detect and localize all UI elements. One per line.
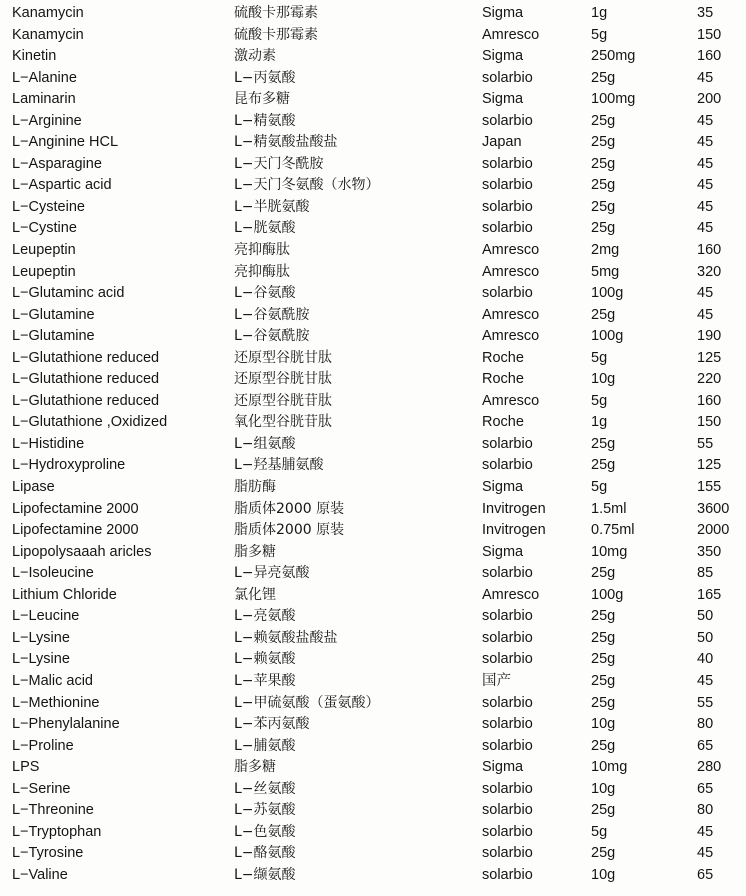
package-size-cell: 25g bbox=[591, 220, 616, 237]
chinese-name-cell: 还原型谷胱甘肽 bbox=[234, 349, 332, 366]
price-cell: 45 bbox=[697, 220, 714, 237]
package-size-cell: 25g bbox=[591, 694, 616, 711]
price-cell: 125 bbox=[697, 349, 722, 366]
table-row bbox=[0, 693, 746, 715]
chinese-name-cell: L−异亮氨酸 bbox=[234, 565, 310, 582]
table-row bbox=[0, 218, 746, 240]
chinese-name-cell: 亮抑酶肽 bbox=[234, 242, 290, 259]
supplier-cell: solarbio bbox=[482, 177, 533, 194]
chinese-name-cell: 还原型谷胱苷肽 bbox=[234, 392, 332, 409]
price-cell: 190 bbox=[697, 328, 722, 345]
price-cell: 155 bbox=[697, 479, 722, 496]
english-name-cell: Lipofectamine 2000 bbox=[12, 500, 139, 517]
supplier-cell: Amresco bbox=[482, 263, 540, 280]
supplier-cell: Roche bbox=[482, 349, 524, 366]
table-row bbox=[0, 520, 746, 542]
table-row bbox=[0, 714, 746, 736]
english-name-cell: L−Glutathione ,Oxidized bbox=[12, 414, 168, 431]
chinese-name-cell: L−精氨酸 bbox=[234, 112, 296, 129]
english-name-cell: L−Glutathione reduced bbox=[12, 349, 160, 366]
chinese-name-cell: 亮抑酶肽 bbox=[234, 263, 290, 280]
price-cell: 2000 bbox=[697, 522, 730, 539]
english-name-cell: L−Phenylalanine bbox=[12, 716, 120, 733]
package-size-cell: 0.75ml bbox=[591, 522, 635, 539]
english-name-cell: L−Glutamine bbox=[12, 328, 95, 345]
chinese-name-cell: 硫酸卡那霉素 bbox=[234, 26, 318, 43]
chinese-name-cell: L−亮氨酸 bbox=[234, 608, 296, 625]
chinese-name-cell: 昆布多糖 bbox=[234, 91, 290, 108]
supplier-cell: Sigma bbox=[482, 759, 524, 776]
price-cell: 45 bbox=[697, 155, 714, 172]
english-name-cell: L−Threonine bbox=[12, 802, 94, 819]
supplier-cell: Sigma bbox=[482, 543, 524, 560]
supplier-cell: solarbio bbox=[482, 716, 533, 733]
package-size-cell: 1g bbox=[591, 414, 608, 431]
price-cell: 65 bbox=[697, 780, 714, 797]
english-name-cell: L−Tyrosine bbox=[12, 845, 84, 862]
table-row bbox=[0, 585, 746, 607]
price-cell: 35 bbox=[697, 5, 714, 21]
price-cell: 200 bbox=[697, 91, 722, 108]
price-cell: 280 bbox=[697, 759, 722, 776]
supplier-cell: solarbio bbox=[482, 845, 533, 862]
table-row bbox=[0, 455, 746, 477]
package-size-cell: 25g bbox=[591, 177, 616, 194]
chinese-name-cell: L−羟基脯氨酸 bbox=[234, 457, 324, 474]
chinese-name-cell: L−甲硫氨酸（蛋氨酸） bbox=[234, 694, 380, 711]
supplier-cell: solarbio bbox=[482, 651, 533, 668]
package-size-cell: 5g bbox=[591, 823, 608, 840]
package-size-cell: 10g bbox=[591, 780, 616, 797]
table-row bbox=[0, 240, 746, 262]
chinese-name-cell: L−苹果酸 bbox=[234, 672, 296, 689]
table-row bbox=[0, 391, 746, 413]
supplier-cell: Amresco bbox=[482, 26, 540, 43]
table-row bbox=[0, 757, 746, 779]
package-size-cell: 1.5ml bbox=[591, 500, 627, 517]
price-cell: 45 bbox=[697, 845, 714, 862]
price-cell: 320 bbox=[697, 263, 722, 280]
chinese-name-cell: 脂多糖 bbox=[234, 759, 276, 776]
table-row bbox=[0, 326, 746, 348]
english-name-cell: L−Histidine bbox=[12, 435, 85, 452]
table-row bbox=[0, 89, 746, 111]
package-size-cell: 5g bbox=[591, 392, 608, 409]
supplier-cell: Invitrogen bbox=[482, 500, 546, 517]
table-row bbox=[0, 779, 746, 801]
package-size-cell: 25g bbox=[591, 608, 616, 625]
price-cell: 165 bbox=[697, 586, 722, 603]
table-row bbox=[0, 68, 746, 90]
package-size-cell: 25g bbox=[591, 134, 616, 151]
price-cell: 150 bbox=[697, 26, 722, 43]
english-name-cell: Lipopolysaaah aricles bbox=[12, 543, 152, 560]
price-cell: 45 bbox=[697, 134, 714, 151]
package-size-cell: 10g bbox=[591, 716, 616, 733]
supplier-cell: Sigma bbox=[482, 48, 524, 65]
table-row bbox=[0, 348, 746, 370]
english-name-cell: L−Arginine bbox=[12, 112, 82, 129]
package-size-cell: 10g bbox=[591, 371, 616, 388]
package-size-cell: 25g bbox=[591, 306, 616, 323]
price-cell: 40 bbox=[697, 651, 714, 668]
chinese-name-cell: 硫酸卡那霉素 bbox=[234, 5, 318, 21]
table-row bbox=[0, 434, 746, 456]
price-cell: 45 bbox=[697, 306, 714, 323]
price-cell: 3600 bbox=[697, 500, 730, 517]
package-size-cell: 25g bbox=[591, 155, 616, 172]
english-name-cell: L−Cysteine bbox=[12, 198, 85, 215]
package-size-cell: 5g bbox=[591, 479, 608, 496]
chinese-name-cell: L−苯丙氨酸 bbox=[234, 716, 310, 733]
table-row bbox=[0, 412, 746, 434]
price-cell: 150 bbox=[697, 414, 722, 431]
english-name-cell: Leupeptin bbox=[12, 242, 76, 259]
price-cell: 220 bbox=[697, 371, 722, 388]
chinese-name-cell: L−精氨酸盐酸盐 bbox=[234, 134, 338, 151]
english-name-cell: L−Aspartic acid bbox=[12, 177, 112, 194]
package-size-cell: 100g bbox=[591, 285, 624, 302]
english-name-cell: L−Anginine HCL bbox=[12, 134, 119, 151]
supplier-cell: Amresco bbox=[482, 306, 540, 323]
price-cell: 50 bbox=[697, 608, 714, 625]
price-cell: 45 bbox=[697, 112, 714, 129]
english-name-cell: L−Lysine bbox=[12, 629, 70, 646]
english-name-cell: L−Asparagine bbox=[12, 155, 102, 172]
english-name-cell: L−Leucine bbox=[12, 608, 80, 625]
supplier-cell: solarbio bbox=[482, 198, 533, 215]
table-row bbox=[0, 154, 746, 176]
supplier-cell: Amresco bbox=[482, 586, 540, 603]
price-cell: 85 bbox=[697, 565, 714, 582]
table-row bbox=[0, 283, 746, 305]
price-cell: 45 bbox=[697, 285, 714, 302]
supplier-cell: 国产 bbox=[482, 672, 511, 689]
package-size-cell: 1g bbox=[591, 5, 608, 21]
supplier-cell: Amresco bbox=[482, 242, 540, 259]
package-size-cell: 25g bbox=[591, 629, 616, 646]
package-size-cell: 5g bbox=[591, 26, 608, 43]
english-name-cell: Kinetin bbox=[12, 48, 57, 65]
price-cell: 80 bbox=[697, 802, 714, 819]
english-name-cell: L−Glutamine bbox=[12, 306, 95, 323]
table-row bbox=[0, 197, 746, 219]
price-cell: 160 bbox=[697, 242, 722, 259]
english-name-cell: Leupeptin bbox=[12, 263, 76, 280]
english-name-cell: L−Proline bbox=[12, 737, 74, 754]
chinese-name-cell: L−苏氨酸 bbox=[234, 802, 296, 819]
chinese-name-cell: 氧化型谷胱苷肽 bbox=[234, 414, 332, 431]
supplier-cell: solarbio bbox=[482, 155, 533, 172]
table-row bbox=[0, 477, 746, 499]
price-cell: 55 bbox=[697, 435, 714, 452]
chinese-name-cell: L−半胱氨酸 bbox=[234, 198, 310, 215]
supplier-cell: solarbio bbox=[482, 694, 533, 711]
table-row bbox=[0, 262, 746, 284]
package-size-cell: 100g bbox=[591, 328, 624, 345]
price-cell: 65 bbox=[697, 866, 714, 883]
price-cell: 45 bbox=[697, 177, 714, 194]
chinese-name-cell: L−色氨酸 bbox=[234, 823, 296, 840]
table-row bbox=[0, 542, 746, 564]
package-size-cell: 100mg bbox=[591, 91, 636, 108]
package-size-cell: 10g bbox=[591, 866, 616, 883]
package-size-cell: 25g bbox=[591, 802, 616, 819]
english-name-cell: Lipofectamine 2000 bbox=[12, 522, 139, 539]
supplier-cell: Roche bbox=[482, 414, 524, 431]
chinese-name-cell: 激动素 bbox=[234, 48, 276, 65]
chinese-name-cell: 还原型谷胱甘肽 bbox=[234, 371, 332, 388]
package-size-cell: 250mg bbox=[591, 48, 636, 65]
chinese-name-cell: L−赖氨酸盐酸盐 bbox=[234, 629, 338, 646]
table-row bbox=[0, 132, 746, 154]
chinese-name-cell: 脂质体2000 原装 bbox=[234, 500, 345, 517]
package-size-cell: 10mg bbox=[591, 543, 628, 560]
package-size-cell: 25g bbox=[591, 435, 616, 452]
table-row bbox=[0, 111, 746, 133]
package-size-cell: 25g bbox=[591, 672, 616, 689]
price-cell: 350 bbox=[697, 543, 722, 560]
price-cell: 50 bbox=[697, 629, 714, 646]
package-size-cell: 2mg bbox=[591, 242, 620, 259]
chinese-name-cell: L−丝氨酸 bbox=[234, 780, 296, 797]
english-name-cell: L−Glutathione reduced bbox=[12, 371, 160, 388]
supplier-cell: Invitrogen bbox=[482, 522, 546, 539]
table-row bbox=[0, 305, 746, 327]
package-size-cell: 100g bbox=[591, 586, 624, 603]
table-row bbox=[0, 649, 746, 671]
price-cell: 45 bbox=[697, 823, 714, 840]
package-size-cell: 25g bbox=[591, 69, 616, 86]
table-row bbox=[0, 46, 746, 68]
package-size-cell: 10mg bbox=[591, 759, 628, 776]
table-row bbox=[0, 736, 746, 758]
supplier-cell: solarbio bbox=[482, 565, 533, 582]
chinese-name-cell: L−谷氨酸 bbox=[234, 285, 296, 302]
chinese-name-cell: L−缬氨酸 bbox=[234, 866, 296, 883]
chinese-name-cell: L−谷氨酰胺 bbox=[234, 328, 310, 345]
table-row bbox=[0, 865, 746, 887]
english-name-cell: L−Cystine bbox=[12, 220, 77, 237]
price-cell: 80 bbox=[697, 716, 714, 733]
supplier-cell: solarbio bbox=[482, 823, 533, 840]
price-cell: 55 bbox=[697, 694, 714, 711]
supplier-cell: Roche bbox=[482, 371, 524, 388]
chinese-name-cell: L−组氨酸 bbox=[234, 435, 296, 452]
english-name-cell: L−Methionine bbox=[12, 694, 100, 711]
supplier-cell: solarbio bbox=[482, 629, 533, 646]
table-row bbox=[0, 606, 746, 628]
table-row bbox=[0, 3, 746, 25]
chinese-name-cell: 脂肪酶 bbox=[234, 479, 276, 496]
supplier-cell: Sigma bbox=[482, 5, 524, 21]
chinese-name-cell: L−天门冬酰胺 bbox=[234, 155, 324, 172]
chinese-name-cell: L−丙氨酸 bbox=[234, 69, 296, 86]
package-size-cell: 25g bbox=[591, 845, 616, 862]
english-name-cell: L−Glutathione reduced bbox=[12, 392, 160, 409]
english-name-cell: Laminarin bbox=[12, 91, 76, 108]
chinese-name-cell: L−天门冬氨酸（水物） bbox=[234, 177, 380, 194]
supplier-cell: solarbio bbox=[482, 435, 533, 452]
english-name-cell: L−Valine bbox=[12, 866, 68, 883]
english-name-cell: L−Glutaminc acid bbox=[12, 285, 125, 302]
english-name-cell: L−Lysine bbox=[12, 651, 70, 668]
english-name-cell: L−Hydroxyproline bbox=[12, 457, 126, 474]
chinese-name-cell: L−胱氨酸 bbox=[234, 220, 296, 237]
supplier-cell: solarbio bbox=[482, 780, 533, 797]
english-name-cell: Kanamycin bbox=[12, 26, 84, 43]
price-cell: 125 bbox=[697, 457, 722, 474]
price-cell: 45 bbox=[697, 672, 714, 689]
table-row bbox=[0, 499, 746, 521]
chinese-name-cell: L−谷氨酰胺 bbox=[234, 306, 310, 323]
chinese-name-cell: 脂多糖 bbox=[234, 543, 276, 560]
price-cell: 45 bbox=[697, 198, 714, 215]
table-row bbox=[0, 822, 746, 844]
supplier-cell: solarbio bbox=[482, 112, 533, 129]
package-size-cell: 25g bbox=[591, 565, 616, 582]
english-name-cell: Kanamycin bbox=[12, 5, 84, 21]
english-name-cell: Lithium Chloride bbox=[12, 586, 117, 603]
table-row bbox=[0, 25, 746, 47]
supplier-cell: solarbio bbox=[482, 866, 533, 883]
english-name-cell: L−Malic acid bbox=[12, 672, 93, 689]
table-row bbox=[0, 843, 746, 865]
supplier-cell: solarbio bbox=[482, 220, 533, 237]
english-name-cell: L−Alanine bbox=[12, 69, 77, 86]
package-size-cell: 25g bbox=[591, 737, 616, 754]
table-row bbox=[0, 671, 746, 693]
supplier-cell: Sigma bbox=[482, 91, 524, 108]
chinese-name-cell: L−酪氨酸 bbox=[234, 845, 296, 862]
english-name-cell: L−Serine bbox=[12, 780, 71, 797]
table-row bbox=[0, 800, 746, 822]
package-size-cell: 25g bbox=[591, 651, 616, 668]
table-row bbox=[0, 563, 746, 585]
chinese-name-cell: 氯化锂 bbox=[234, 586, 276, 603]
english-name-cell: LPS bbox=[12, 759, 40, 776]
chinese-name-cell: L−赖氨酸 bbox=[234, 651, 296, 668]
supplier-cell: Amresco bbox=[482, 392, 540, 409]
supplier-cell: Japan bbox=[482, 134, 522, 151]
package-size-cell: 5g bbox=[591, 349, 608, 366]
english-name-cell: L−Isoleucine bbox=[12, 565, 94, 582]
price-cell: 160 bbox=[697, 392, 722, 409]
reagent-price-table bbox=[0, 3, 746, 886]
supplier-cell: solarbio bbox=[482, 802, 533, 819]
supplier-cell: solarbio bbox=[482, 457, 533, 474]
table-row bbox=[0, 628, 746, 650]
supplier-cell: solarbio bbox=[482, 608, 533, 625]
supplier-cell: solarbio bbox=[482, 69, 533, 86]
supplier-cell: Amresco bbox=[482, 328, 540, 345]
chinese-name-cell: L−脯氨酸 bbox=[234, 737, 296, 754]
table-row bbox=[0, 175, 746, 197]
supplier-cell: solarbio bbox=[482, 285, 533, 302]
table-row bbox=[0, 369, 746, 391]
price-cell: 45 bbox=[697, 69, 714, 86]
package-size-cell: 5mg bbox=[591, 263, 620, 280]
price-cell: 65 bbox=[697, 737, 714, 754]
price-cell: 160 bbox=[697, 48, 722, 65]
package-size-cell: 25g bbox=[591, 112, 616, 129]
english-name-cell: L−Tryptophan bbox=[12, 823, 102, 840]
package-size-cell: 25g bbox=[591, 198, 616, 215]
supplier-cell: solarbio bbox=[482, 737, 533, 754]
chinese-name-cell: 脂质体2000 原装 bbox=[234, 522, 345, 539]
supplier-cell: Sigma bbox=[482, 479, 524, 496]
english-name-cell: Lipase bbox=[12, 479, 55, 496]
package-size-cell: 25g bbox=[591, 457, 616, 474]
